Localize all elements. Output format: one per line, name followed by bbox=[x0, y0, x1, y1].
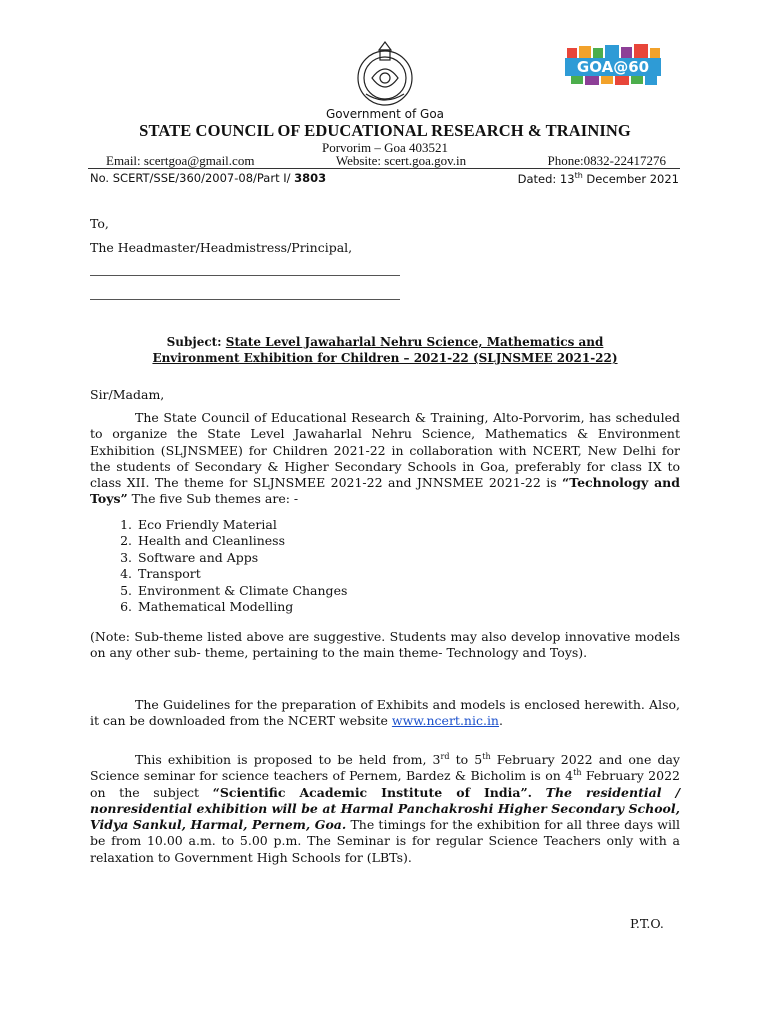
council-name: STATE COUNCIL OF EDUCATIONAL RESEARCH & TRAINING bbox=[139, 121, 631, 140]
council-address: Porvorim – Goa 403521 bbox=[321, 140, 449, 155]
schedule-paragraph: This exhibition is proposed to be held from, 3rd to 5th February 2022 and one day Science seminar for science teachers of Pernem, Bardez & Bicholim is on 4th February 2022 on the subject “Scientific Academic Institute of India”. The residential / nonresidential exhibition will be at Harmal Panchakroshi Higher Secondary School, Vidya Sankul, Harmal, Pernem, Goa. The timings for the exhibition for all three days will be from 10.00 a.m. to 5.00 p.m. The Seminar is for regular Science Teachers only with a relaxation to Government High Schools for (LBTs). bbox=[90, 751, 681, 865]
list-item: 1. Eco Friendly Material bbox=[136, 517, 347, 533]
pto-label: P.T.O. bbox=[630, 916, 664, 931]
ncert-website-link[interactable]: www.ncert.nic.in bbox=[391, 713, 499, 729]
guidelines-paragraph: The Guidelines for the preparation of Exhibits and models is enclosed herewith. Also, it can be downloaded from the NCERT website www.ncert.nic.in. bbox=[90, 697, 680, 729]
list-item: 6. Mathematical Modelling bbox=[136, 599, 347, 615]
letter-date: Dated: 13th December 2021 bbox=[517, 171, 679, 186]
state-emblem-icon bbox=[352, 38, 418, 110]
email: Email: scertgoa@gmail.com bbox=[106, 153, 255, 168]
note-paragraph: (Note: Sub-theme listed above are suggestive. Students may also develop innovative models on any other sub- theme, pertaining to the main theme- Technology and Toys). bbox=[90, 629, 680, 661]
reference-line bbox=[90, 171, 679, 186]
contact-line bbox=[106, 153, 666, 169]
intro-paragraph: The State Council of Educational Research & Training, Alto-Porvorim, has scheduled to organize the State Level Jawaharlal Nehru Science, Mathematics & Environment Exhibition (SLJNSMEE) for Children 2021-22 in collaboration with NCERT, New Delhi for the students of Secondary & Higher Secondary Schools in Goa, preferably for class IX to class XII. The theme for SLJNSMEE 2021-22 and JNNSMEE 2021-22 is “Technology and Toys” The five Sub themes are: - bbox=[90, 410, 680, 507]
address-blank-line bbox=[90, 299, 400, 300]
recipient: The Headmaster/Headmistress/Principal, bbox=[90, 240, 353, 255]
list-item: 3. Software and Apps bbox=[136, 550, 347, 566]
subject: Subject: State Level Jawaharlal Nehru Science, Mathematics and Environment Exhibition for Children – 2021-22 (SLJNSMEE 2021-22) bbox=[152, 335, 618, 365]
header-divider bbox=[88, 168, 680, 169]
reference-number: No. SCERT/SSE/360/2007-08/Part I/ 3803 bbox=[90, 171, 327, 185]
list-item: 4. Transport bbox=[136, 566, 347, 582]
sub-theme-list bbox=[90, 517, 347, 615]
website: Website: scert.goa.gov.in bbox=[335, 153, 467, 168]
goa-at-60-logo-text: GOA@60 bbox=[576, 58, 650, 76]
salutation: Sir/Madam, bbox=[90, 387, 165, 402]
government-label: Government of Goa bbox=[325, 107, 445, 121]
phone: Phone:0832-22417276 bbox=[547, 153, 666, 168]
list-item: 5. Environment & Climate Changes bbox=[136, 583, 347, 599]
address-blank-line bbox=[90, 275, 400, 276]
to-label: To, bbox=[90, 216, 109, 231]
goa-at-60-logo bbox=[561, 44, 665, 86]
list-item: 2. Health and Cleanliness bbox=[136, 533, 347, 549]
